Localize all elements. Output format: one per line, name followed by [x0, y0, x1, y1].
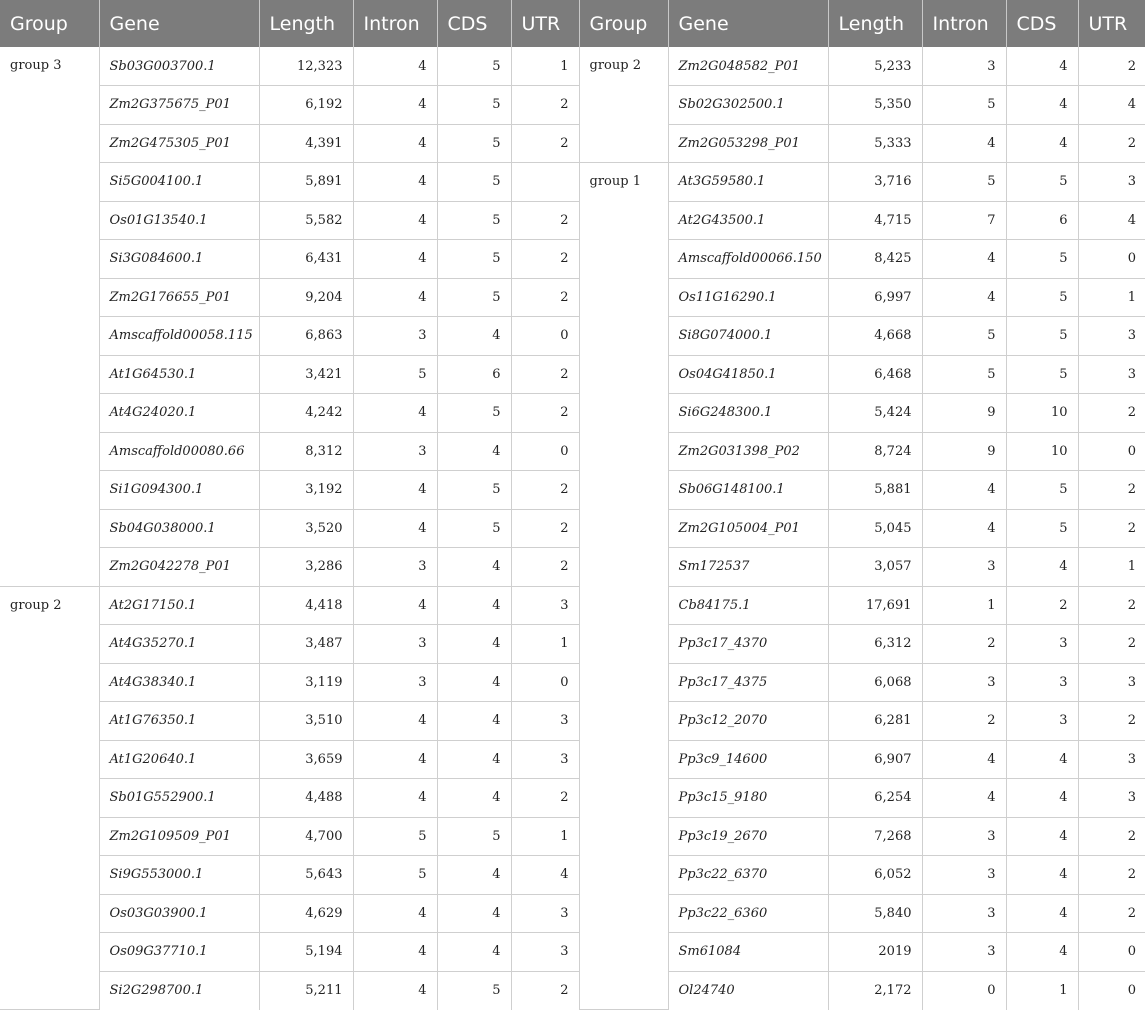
cds-value-right: 5	[1006, 355, 1078, 394]
length-value-right: 5,233	[828, 47, 922, 86]
table-row	[0, 163, 1145, 202]
header-length-left: Length	[259, 0, 353, 47]
utr-value-right: 3	[1078, 740, 1145, 779]
gene-name-left: Zm2G475305_P01	[99, 124, 259, 163]
length-value-right: 3,716	[828, 163, 922, 202]
utr-value-right: 2	[1078, 471, 1145, 510]
utr-value-right: 2	[1078, 509, 1145, 548]
cds-value-left: 5	[437, 201, 511, 240]
utr-value-left: 2	[511, 509, 579, 548]
length-value-left: 3,421	[259, 355, 353, 394]
intron-value-left: 4	[353, 740, 437, 779]
length-value-left: 5,643	[259, 856, 353, 895]
length-value-left: 6,863	[259, 317, 353, 356]
length-value-left: 6,431	[259, 240, 353, 279]
header-gene-left: Gene	[99, 0, 259, 47]
table-row	[0, 124, 1145, 163]
gene-name-right: Pp3c15_9180	[668, 779, 828, 818]
length-value-left: 3,119	[259, 663, 353, 702]
cds-value-left: 4	[437, 586, 511, 625]
intron-value-right: 1	[922, 586, 1006, 625]
gene-name-left: Zm2G375675_P01	[99, 86, 259, 125]
length-value-right: 7,268	[828, 817, 922, 856]
cds-value-left: 5	[437, 971, 511, 1010]
cds-value-right: 5	[1006, 163, 1078, 202]
gene-name-right: Zm2G105004_P01	[668, 509, 828, 548]
intron-value-right: 5	[922, 163, 1006, 202]
utr-value-left: 3	[511, 933, 579, 972]
length-value-right: 3,057	[828, 548, 922, 587]
intron-value-right: 3	[922, 663, 1006, 702]
length-value-right: 6,052	[828, 856, 922, 895]
gene-name-left: Amscaffold00058.115	[99, 317, 259, 356]
intron-value-right: 4	[922, 509, 1006, 548]
intron-value-right: 3	[922, 47, 1006, 86]
intron-value-left: 5	[353, 355, 437, 394]
group-label-left: group 2	[0, 586, 99, 1010]
header-cds-left: CDS	[437, 0, 511, 47]
gene-name-left: Si5G004100.1	[99, 163, 259, 202]
utr-value-left: 2	[511, 124, 579, 163]
intron-value-right: 2	[922, 625, 1006, 664]
gene-name-right: Zm2G031398_P02	[668, 432, 828, 471]
gene-name-right: Os04G41850.1	[668, 355, 828, 394]
length-value-right: 5,840	[828, 894, 922, 933]
gene-name-left: Sb01G552900.1	[99, 779, 259, 818]
gene-name-right: Si8G074000.1	[668, 317, 828, 356]
utr-value-left	[511, 163, 579, 202]
utr-value-left: 0	[511, 317, 579, 356]
gene-name-right: Sm172537	[668, 548, 828, 587]
cds-value-left: 5	[437, 240, 511, 279]
utr-value-right: 1	[1078, 278, 1145, 317]
length-value-left: 5,211	[259, 971, 353, 1010]
utr-value-left: 3	[511, 740, 579, 779]
intron-value-left: 4	[353, 586, 437, 625]
table-row	[0, 663, 1145, 702]
cds-value-right: 5	[1006, 317, 1078, 356]
length-value-left: 8,312	[259, 432, 353, 471]
intron-value-left: 4	[353, 163, 437, 202]
group-label-left: group 3	[0, 47, 99, 586]
intron-value-right: 2	[922, 702, 1006, 741]
length-value-left: 3,286	[259, 548, 353, 587]
table-row	[0, 240, 1145, 279]
utr-value-left: 2	[511, 201, 579, 240]
length-value-right: 2,172	[828, 971, 922, 1010]
table-row	[0, 586, 1145, 625]
cds-value-left: 4	[437, 625, 511, 664]
group-label-right: group 2	[579, 47, 668, 163]
length-value-left: 9,204	[259, 278, 353, 317]
cds-value-right: 3	[1006, 663, 1078, 702]
cds-value-left: 5	[437, 471, 511, 510]
gene-name-left: At4G38340.1	[99, 663, 259, 702]
utr-value-left: 0	[511, 432, 579, 471]
gene-name-right: Pp3c22_6370	[668, 856, 828, 895]
header-group-right: Group	[579, 0, 668, 47]
cds-value-right: 5	[1006, 509, 1078, 548]
gene-name-left: At2G17150.1	[99, 586, 259, 625]
utr-value-right: 0	[1078, 432, 1145, 471]
gene-name-right: Pp3c19_2670	[668, 817, 828, 856]
utr-value-right: 2	[1078, 47, 1145, 86]
length-value-left: 4,700	[259, 817, 353, 856]
cds-value-right: 5	[1006, 471, 1078, 510]
cds-value-right: 4	[1006, 86, 1078, 125]
utr-value-left: 2	[511, 779, 579, 818]
table-row	[0, 894, 1145, 933]
length-value-left: 5,194	[259, 933, 353, 972]
cds-value-right: 4	[1006, 779, 1078, 818]
intron-value-right: 3	[922, 817, 1006, 856]
table-row	[0, 86, 1145, 125]
utr-value-left: 1	[511, 47, 579, 86]
cds-value-left: 4	[437, 432, 511, 471]
header-group-left: Group	[0, 0, 99, 47]
utr-value-left: 1	[511, 817, 579, 856]
cds-value-right: 1	[1006, 971, 1078, 1010]
header-intron-right: Intron	[922, 0, 1006, 47]
table-row	[0, 47, 1145, 86]
cds-value-right: 4	[1006, 894, 1078, 933]
gene-name-right: Cb84175.1	[668, 586, 828, 625]
intron-value-left: 3	[353, 548, 437, 587]
length-value-right: 5,045	[828, 509, 922, 548]
utr-value-left: 2	[511, 471, 579, 510]
length-value-right: 5,424	[828, 394, 922, 433]
utr-value-right: 4	[1078, 86, 1145, 125]
table-row	[0, 471, 1145, 510]
utr-value-right: 2	[1078, 124, 1145, 163]
intron-value-right: 4	[922, 779, 1006, 818]
intron-value-left: 4	[353, 86, 437, 125]
length-value-left: 5,891	[259, 163, 353, 202]
intron-value-left: 4	[353, 894, 437, 933]
utr-value-left: 2	[511, 240, 579, 279]
header-length-right: Length	[828, 0, 922, 47]
length-value-right: 6,281	[828, 702, 922, 741]
intron-value-right: 9	[922, 432, 1006, 471]
utr-value-right: 2	[1078, 394, 1145, 433]
gene-name-left: Sb03G003700.1	[99, 47, 259, 86]
length-value-left: 4,629	[259, 894, 353, 933]
cds-value-left: 4	[437, 933, 511, 972]
table-row	[0, 317, 1145, 356]
cds-value-right: 3	[1006, 702, 1078, 741]
length-value-left: 4,242	[259, 394, 353, 433]
gene-name-right: Si6G248300.1	[668, 394, 828, 433]
cds-value-right: 6	[1006, 201, 1078, 240]
intron-value-right: 5	[922, 355, 1006, 394]
cds-value-right: 4	[1006, 856, 1078, 895]
cds-value-left: 5	[437, 47, 511, 86]
intron-value-right: 3	[922, 933, 1006, 972]
length-value-right: 8,425	[828, 240, 922, 279]
table-row	[0, 971, 1145, 1010]
table-row	[0, 779, 1145, 818]
table-row	[0, 432, 1145, 471]
length-value-right: 4,715	[828, 201, 922, 240]
length-value-right: 6,254	[828, 779, 922, 818]
utr-value-left: 4	[511, 856, 579, 895]
cds-value-right: 4	[1006, 548, 1078, 587]
table-row	[0, 702, 1145, 741]
length-value-left: 3,520	[259, 509, 353, 548]
length-value-left: 4,488	[259, 779, 353, 818]
utr-value-right: 2	[1078, 625, 1145, 664]
cds-value-left: 5	[437, 86, 511, 125]
utr-value-right: 3	[1078, 779, 1145, 818]
intron-value-left: 3	[353, 625, 437, 664]
header-intron-left: Intron	[353, 0, 437, 47]
length-value-left: 4,391	[259, 124, 353, 163]
length-value-left: 12,323	[259, 47, 353, 86]
cds-value-right: 4	[1006, 124, 1078, 163]
gene-name-right: Zm2G053298_P01	[668, 124, 828, 163]
table-row	[0, 355, 1145, 394]
length-value-right: 8,724	[828, 432, 922, 471]
intron-value-left: 3	[353, 317, 437, 356]
length-value-right: 6,312	[828, 625, 922, 664]
table-row	[0, 856, 1145, 895]
table-row	[0, 740, 1145, 779]
header-utr-right: UTR	[1078, 0, 1145, 47]
gene-name-left: Zm2G176655_P01	[99, 278, 259, 317]
utr-value-right: 0	[1078, 933, 1145, 972]
intron-value-right: 5	[922, 317, 1006, 356]
header-row	[0, 0, 1145, 47]
table-row	[0, 509, 1145, 548]
cds-value-left: 5	[437, 509, 511, 548]
intron-value-left: 5	[353, 817, 437, 856]
length-value-right: 6,068	[828, 663, 922, 702]
utr-value-right: 2	[1078, 586, 1145, 625]
cds-value-left: 4	[437, 317, 511, 356]
gene-name-right: At3G59580.1	[668, 163, 828, 202]
header-gene-right: Gene	[668, 0, 828, 47]
intron-value-right: 5	[922, 86, 1006, 125]
gene-name-left: Si3G084600.1	[99, 240, 259, 279]
gene-name-right: Pp3c12_2070	[668, 702, 828, 741]
intron-value-left: 3	[353, 663, 437, 702]
intron-value-left: 4	[353, 47, 437, 86]
utr-value-left: 2	[511, 355, 579, 394]
gene-name-left: Os03G03900.1	[99, 894, 259, 933]
intron-value-right: 3	[922, 894, 1006, 933]
gene-name-left: At1G76350.1	[99, 702, 259, 741]
utr-value-left: 3	[511, 894, 579, 933]
utr-value-right: 2	[1078, 817, 1145, 856]
utr-value-left: 2	[511, 86, 579, 125]
table-row	[0, 933, 1145, 972]
intron-value-left: 4	[353, 201, 437, 240]
intron-value-left: 4	[353, 124, 437, 163]
length-value-left: 5,582	[259, 201, 353, 240]
intron-value-left: 4	[353, 702, 437, 741]
cds-value-left: 5	[437, 163, 511, 202]
header-cds-right: CDS	[1006, 0, 1078, 47]
intron-value-right: 4	[922, 240, 1006, 279]
group-label-right: group 1	[579, 163, 668, 1010]
length-value-right: 6,997	[828, 278, 922, 317]
header-utr-left: UTR	[511, 0, 579, 47]
gene-name-right: Zm2G048582_P01	[668, 47, 828, 86]
length-value-left: 3,487	[259, 625, 353, 664]
intron-value-left: 3	[353, 432, 437, 471]
gene-name-right: Pp3c9_14600	[668, 740, 828, 779]
table-body	[0, 47, 1145, 1010]
gene-name-left: Zm2G042278_P01	[99, 548, 259, 587]
table-row	[0, 625, 1145, 664]
gene-name-left: Os09G37710.1	[99, 933, 259, 972]
length-value-left: 6,192	[259, 86, 353, 125]
utr-value-right: 3	[1078, 317, 1145, 356]
length-value-right: 5,881	[828, 471, 922, 510]
intron-value-left: 4	[353, 394, 437, 433]
table-row	[0, 548, 1145, 587]
length-value-right: 17,691	[828, 586, 922, 625]
utr-value-left: 3	[511, 702, 579, 741]
intron-value-right: 4	[922, 278, 1006, 317]
cds-value-left: 4	[437, 894, 511, 933]
cds-value-right: 5	[1006, 278, 1078, 317]
cds-value-right: 4	[1006, 817, 1078, 856]
utr-value-right: 1	[1078, 548, 1145, 587]
cds-value-left: 4	[437, 702, 511, 741]
cds-value-right: 3	[1006, 625, 1078, 664]
intron-value-right: 4	[922, 124, 1006, 163]
gene-name-left: At1G64530.1	[99, 355, 259, 394]
cds-value-right: 2	[1006, 586, 1078, 625]
utr-value-left: 3	[511, 586, 579, 625]
cds-value-left: 4	[437, 548, 511, 587]
utr-value-right: 2	[1078, 856, 1145, 895]
gene-name-left: Zm2G109509_P01	[99, 817, 259, 856]
utr-value-right: 3	[1078, 355, 1145, 394]
length-value-right: 6,907	[828, 740, 922, 779]
gene-name-right: Ol24740	[668, 971, 828, 1010]
gene-name-left: Si2G298700.1	[99, 971, 259, 1010]
length-value-right: 6,468	[828, 355, 922, 394]
cds-value-right: 10	[1006, 432, 1078, 471]
length-value-right: 4,668	[828, 317, 922, 356]
gene-name-left: Sb04G038000.1	[99, 509, 259, 548]
intron-value-right: 3	[922, 548, 1006, 587]
gene-name-left: Si1G094300.1	[99, 471, 259, 510]
cds-value-right: 10	[1006, 394, 1078, 433]
intron-value-right: 3	[922, 856, 1006, 895]
cds-value-left: 5	[437, 124, 511, 163]
gene-name-right: Sb02G302500.1	[668, 86, 828, 125]
gene-name-right: Pp3c22_6360	[668, 894, 828, 933]
gene-name-left: Amscaffold00080.66	[99, 432, 259, 471]
gene-name-right: Os11G16290.1	[668, 278, 828, 317]
cds-value-left: 4	[437, 779, 511, 818]
cds-value-left: 6	[437, 355, 511, 394]
cds-value-right: 4	[1006, 47, 1078, 86]
intron-value-left: 4	[353, 779, 437, 818]
gene-name-right: Sb06G148100.1	[668, 471, 828, 510]
table-row	[0, 394, 1145, 433]
gene-name-left: Os01G13540.1	[99, 201, 259, 240]
intron-value-left: 4	[353, 240, 437, 279]
utr-value-left: 1	[511, 625, 579, 664]
cds-value-left: 5	[437, 817, 511, 856]
cds-value-right: 4	[1006, 933, 1078, 972]
cds-value-left: 5	[437, 394, 511, 433]
intron-value-left: 4	[353, 471, 437, 510]
cds-value-right: 4	[1006, 740, 1078, 779]
cds-value-left: 4	[437, 663, 511, 702]
gene-name-left: At1G20640.1	[99, 740, 259, 779]
gene-name-right: Amscaffold00066.150	[668, 240, 828, 279]
cds-value-right: 5	[1006, 240, 1078, 279]
utr-value-right: 4	[1078, 201, 1145, 240]
length-value-left: 3,510	[259, 702, 353, 741]
utr-value-right: 2	[1078, 702, 1145, 741]
cds-value-left: 4	[437, 740, 511, 779]
utr-value-right: 3	[1078, 163, 1145, 202]
utr-value-left: 2	[511, 394, 579, 433]
gene-name-left: At4G35270.1	[99, 625, 259, 664]
utr-value-right: 3	[1078, 663, 1145, 702]
intron-value-left: 4	[353, 509, 437, 548]
table-header	[0, 0, 1145, 47]
utr-value-left: 0	[511, 663, 579, 702]
gene-name-right: Pp3c17_4375	[668, 663, 828, 702]
intron-value-left: 4	[353, 278, 437, 317]
intron-value-right: 4	[922, 471, 1006, 510]
utr-value-left: 2	[511, 971, 579, 1010]
table-row	[0, 201, 1145, 240]
cds-value-left: 4	[437, 856, 511, 895]
intron-value-left: 4	[353, 971, 437, 1010]
utr-value-left: 2	[511, 278, 579, 317]
length-value-right: 5,350	[828, 86, 922, 125]
cds-value-left: 5	[437, 278, 511, 317]
utr-value-right: 0	[1127, 983, 1136, 998]
intron-value-right: 4	[922, 740, 1006, 779]
gene-name-left: At4G24020.1	[99, 394, 259, 433]
length-value-left: 4,418	[259, 586, 353, 625]
gene-name-right: Pp3c17_4370	[668, 625, 828, 664]
intron-value-left: 5	[353, 856, 437, 895]
utr-value-right: 0	[1078, 240, 1145, 279]
intron-value-right: 7	[922, 201, 1006, 240]
table-row	[0, 278, 1145, 317]
length-value-left: 3,192	[259, 471, 353, 510]
intron-value-left: 4	[353, 933, 437, 972]
length-value-right: 5,333	[828, 124, 922, 163]
table-row	[0, 817, 1145, 856]
length-value-left: 3,659	[259, 740, 353, 779]
length-value-right: 2019	[828, 933, 922, 972]
gene-name-left: Si9G553000.1	[99, 856, 259, 895]
gene-name-right: At2G43500.1	[668, 201, 828, 240]
gene-name-right: Sm61084	[668, 933, 828, 972]
utr-value-left: 2	[511, 548, 579, 587]
intron-value-right: 9	[922, 394, 1006, 433]
utr-value-right: 2	[1078, 894, 1145, 933]
intron-value-right: 0	[922, 971, 1006, 1010]
